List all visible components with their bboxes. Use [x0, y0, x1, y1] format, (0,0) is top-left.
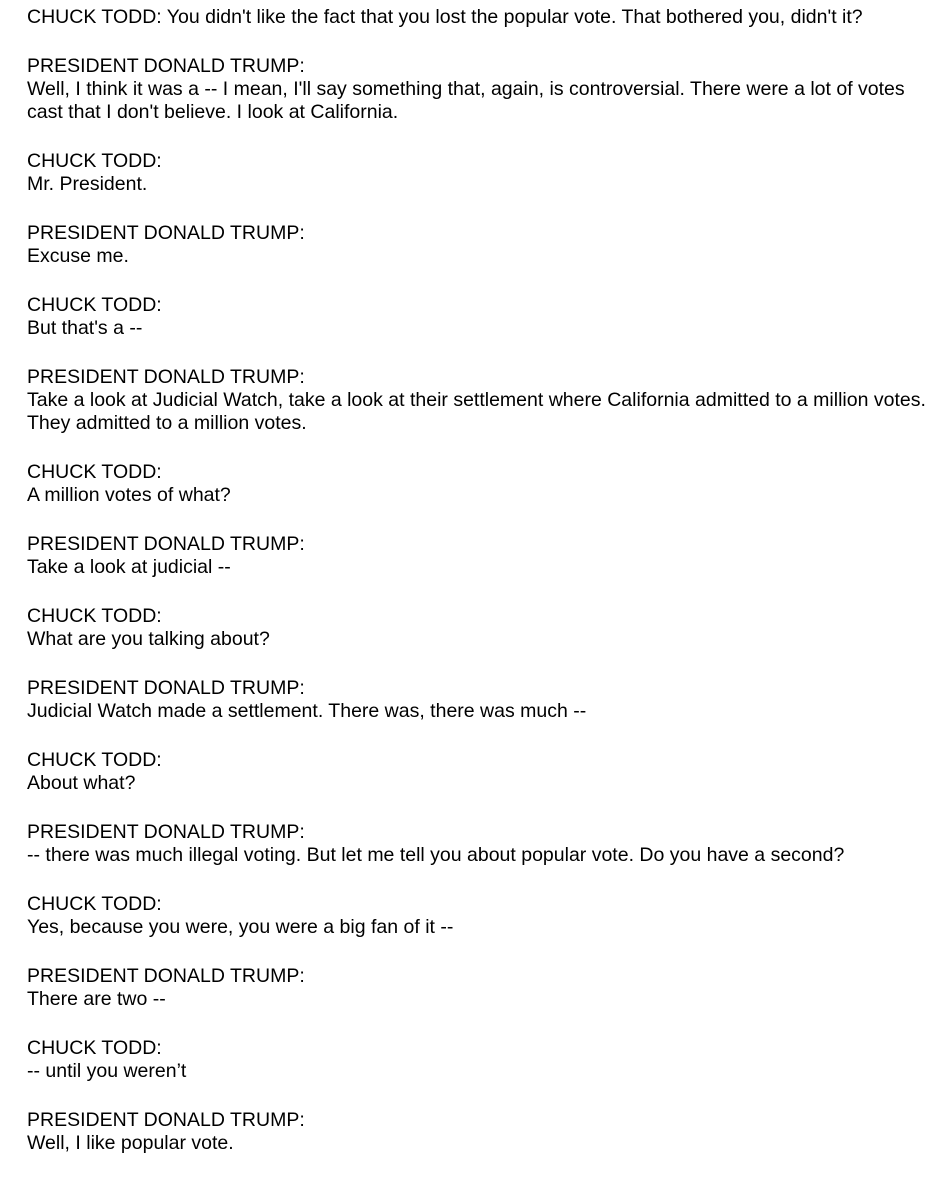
speech-text: Judicial Watch made a settlement. There was, there was much -- [27, 700, 587, 722]
transcript-entry [27, 1037, 932, 1083]
speech-text: Mr. President. [27, 173, 148, 195]
transcript-entry [27, 533, 932, 579]
speaker-name: PRESIDENT DONALD TRUMP: [27, 965, 305, 987]
transcript-entry [27, 821, 932, 867]
speaker-name: CHUCK TODD: [27, 294, 162, 316]
transcript-entry [27, 150, 932, 196]
transcript-entry [27, 1109, 932, 1155]
speech-text: What are you talking about? [27, 628, 270, 650]
speaker-name: PRESIDENT DONALD TRUMP: [27, 222, 305, 244]
speaker-name: CHUCK TODD: [27, 150, 162, 172]
transcript-entry [27, 677, 932, 723]
speech-text: Well, I like popular vote. [27, 1132, 234, 1154]
transcript-entry [27, 55, 932, 124]
transcript-entry [27, 222, 932, 268]
speech-text: You didn't like the fact that you lost the popular vote. That bothered you, didn't it? [166, 6, 863, 28]
transcript-entry [27, 6, 932, 29]
speech-text: Yes, because you were, you were a big fan of it -- [27, 916, 454, 938]
speech-text: Well, I think it was a -- I mean, I'll say something that, again, is controversial. There were a lot of votes cast that I don't believe. I look at California. [27, 78, 905, 123]
transcript-entry [27, 461, 932, 507]
speaker-name: PRESIDENT DONALD TRUMP: [27, 55, 305, 77]
speech-text: But that's a -- [27, 317, 143, 339]
speech-text: There are two -- [27, 988, 166, 1010]
speaker-name: CHUCK TODD: [27, 461, 162, 483]
speaker-name: PRESIDENT DONALD TRUMP: [27, 533, 305, 555]
transcript-entry [27, 366, 932, 435]
transcript-entry [27, 294, 932, 340]
speech-text: Take a look at judicial -- [27, 556, 231, 578]
speaker-name: CHUCK TODD: [27, 605, 162, 627]
transcript-entry [27, 749, 932, 795]
speaker-name: PRESIDENT DONALD TRUMP: [27, 821, 305, 843]
transcript-entry [27, 965, 932, 1011]
speaker-name: CHUCK TODD: [27, 893, 162, 915]
speech-text: About what? [27, 772, 136, 794]
speech-text: -- there was much illegal voting. But let me tell you about popular vote. Do you have a second? [27, 844, 845, 866]
speech-text: Excuse me. [27, 245, 129, 267]
speaker-name: PRESIDENT DONALD TRUMP: [27, 677, 305, 699]
transcript-entry [27, 893, 932, 939]
speaker-name: CHUCK TODD: [27, 749, 162, 771]
speaker-name: CHUCK TODD: [27, 6, 162, 28]
transcript [27, 6, 932, 1181]
speaker-name: CHUCK TODD: [27, 1037, 162, 1059]
speaker-name: PRESIDENT DONALD TRUMP: [27, 366, 305, 388]
transcript-entry [27, 605, 932, 651]
speech-text: -- until you weren’t [27, 1060, 187, 1082]
speech-text: A million votes of what? [27, 484, 231, 506]
speaker-name: PRESIDENT DONALD TRUMP: [27, 1109, 305, 1131]
speech-text: Take a look at Judicial Watch, take a look at their settlement where California admitted to a million votes. They admitted to a million votes. [27, 389, 926, 434]
